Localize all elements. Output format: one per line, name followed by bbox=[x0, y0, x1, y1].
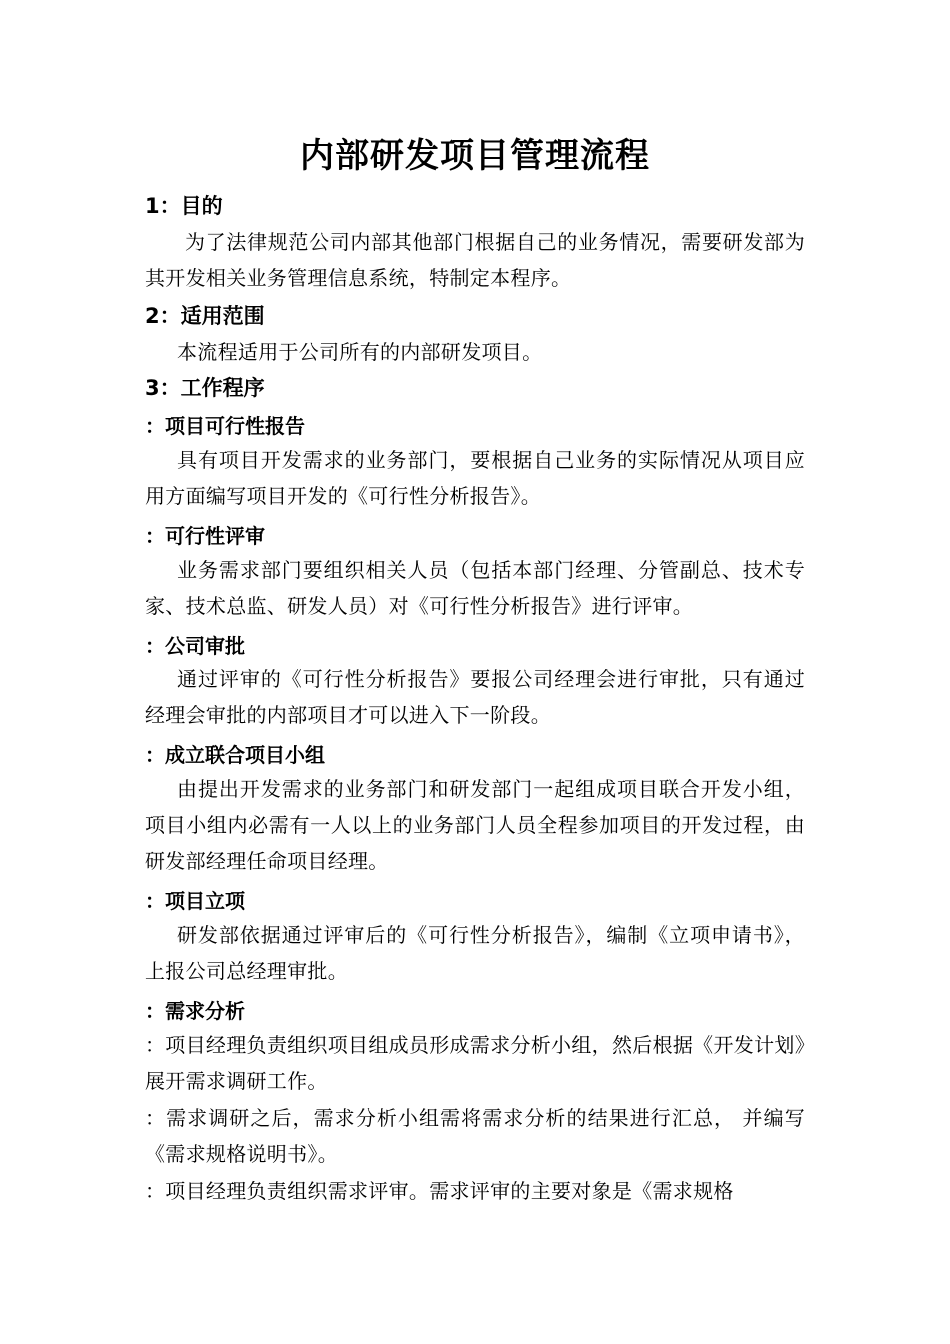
subheading-project-initiation: ：项目立项 bbox=[145, 889, 245, 913]
subheading-feasibility-report: ：项目可行性报告 bbox=[145, 414, 305, 438]
feasibility-report-paragraph: 具有项目开发需求的业务部门，要根据自己业务的实际情况从项目应用方面编写项目开发的《可行性分析报告》。 bbox=[145, 448, 805, 508]
requirements-point-2: ：需求调研之后，需求分析小组需将需求分析的结果进行汇总， 并编写《需求规格说明书》。 bbox=[145, 1106, 805, 1166]
page-title: 内部研发项目管理流程 bbox=[300, 136, 650, 176]
section-heading-procedure: 3：工作程序 bbox=[145, 376, 265, 400]
subheading-company-approval: ：公司审批 bbox=[145, 634, 245, 658]
section-heading-scope: 2：适用范围 bbox=[145, 304, 265, 328]
purpose-paragraph: 为了法律规范公司内部其他部门根据自己的业务情况，需要研发部为其开发相关业务管理信息系统，特制定本程序。 bbox=[145, 230, 805, 290]
company-approval-paragraph: 通过评审的《可行性分析报告》要报公司经理会进行审批，只有通过经理会审批的内部项目才可以进入下一阶段。 bbox=[145, 667, 805, 727]
requirements-point-1: ：项目经理负责组织项目组成员形成需求分析小组，然后根据《开发计划》展开需求调研工作。 bbox=[145, 1033, 805, 1093]
scope-paragraph: 本流程适用于公司所有的内部研发项目。 bbox=[177, 340, 543, 364]
subheading-requirements-analysis: ：需求分析 bbox=[145, 999, 245, 1023]
project-initiation-paragraph: 研发部依据通过评审后的《可行性分析报告》，编制《立项申请书》，上报公司总经理审批。 bbox=[145, 923, 805, 983]
section-heading-purpose: 1：目的 bbox=[145, 194, 223, 218]
subheading-joint-team: ：成立联合项目小组 bbox=[145, 743, 325, 767]
subheading-feasibility-review: ：可行性评审 bbox=[145, 524, 265, 548]
requirements-point-3: ：项目经理负责组织需求评审。需求评审的主要对象是《需求规格 bbox=[145, 1179, 734, 1203]
joint-team-paragraph: 由提出开发需求的业务部门和研发部门一起组成项目联合开发小组，项目小组内必需有一人以上的业务部门人员全程参加项目的开发过程，由研发部经理任命项目经理。 bbox=[145, 777, 805, 873]
feasibility-review-paragraph: 业务需求部门要组织相关人员（包括本部门经理、分管副总、技术专家、技术总监、研发人员）对《可行性分析报告》进行评审。 bbox=[145, 558, 805, 618]
